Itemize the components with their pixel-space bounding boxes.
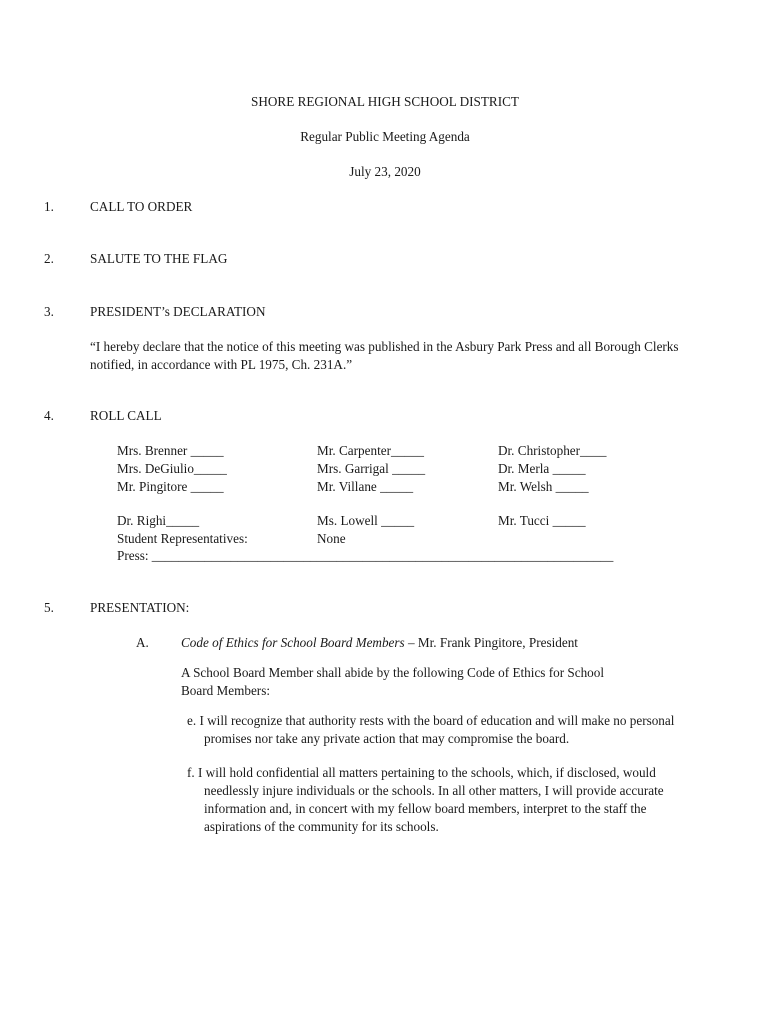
item-number-2: 2. <box>44 251 54 266</box>
roll-call-entry: Mrs. Garrigal _____ <box>317 461 426 476</box>
roll-call-entry: Mr. Villane _____ <box>317 479 414 494</box>
roll-call-entry: Dr. Merla _____ <box>498 461 586 476</box>
roll-call-entry: Mr. Welsh _____ <box>498 479 589 494</box>
item-number-5: 5. <box>44 600 54 615</box>
sub-item-presenter: – Mr. Frank Pingitore, President <box>404 635 578 650</box>
ethics-item-e-line-1: e. I will recognize that authority rests with the board of education and will make no personal <box>187 713 675 728</box>
declaration-text-line-1: “I hereby declare that the notice of this meeting was published in the Asbury Park Press and all Borough Clerks <box>90 339 679 354</box>
ethics-intro-line-2: Board Members: <box>181 683 270 698</box>
item-number-1: 1. <box>44 199 54 214</box>
sub-item-title: Code of Ethics for School Board Members <box>181 635 405 650</box>
ethics-item-f-line-4: aspirations of the community for its schools. <box>204 819 439 834</box>
meeting-date: July 23, 2020 <box>349 164 421 179</box>
roll-call-entry: Mrs. Brenner _____ <box>117 443 224 458</box>
ethics-item-e-line-2: promises nor take any private action that may compromise the board. <box>204 731 570 746</box>
roll-call-entry: Mr. Tucci _____ <box>498 513 586 528</box>
ethics-item-f-line-3: information and, in concert with my fellow board members, interpret to the staff the <box>204 801 647 816</box>
student-representatives-label: Student Representatives: <box>117 531 248 546</box>
item-number-3: 3. <box>44 304 54 319</box>
ethics-intro-line-1: A School Board Member shall abide by the following Code of Ethics for School <box>181 665 605 680</box>
item-heading-call-to-order: CALL TO ORDER <box>90 199 193 214</box>
sub-item-letter: A. <box>136 635 149 650</box>
sub-item-heading <box>181 634 578 652</box>
item-heading-declaration: PRESIDENT’s DECLARATION <box>90 304 266 319</box>
roll-call-entry: Dr. Christopher____ <box>498 443 607 458</box>
ethics-item-f-line-2: needlessly injure individuals or the schools. In all other matters, I will provide accurate <box>204 783 664 798</box>
item-heading-salute: SALUTE TO THE FLAG <box>90 251 228 266</box>
district-title: SHORE REGIONAL HIGH SCHOOL DISTRICT <box>251 94 519 109</box>
item-heading-roll-call: ROLL CALL <box>90 408 162 423</box>
item-number-4: 4. <box>44 408 54 423</box>
roll-call-entry: Mr. Pingitore _____ <box>117 479 224 494</box>
roll-call-entry: Mrs. DeGiulio_____ <box>117 461 227 476</box>
ethics-item-f-line-1: f. I will hold confidential all matters pertaining to the schools, which, if disclosed, would <box>187 765 656 780</box>
roll-call-entry: Ms. Lowell _____ <box>317 513 415 528</box>
meeting-title: Regular Public Meeting Agenda <box>300 129 470 144</box>
item-heading-presentation: PRESENTATION: <box>90 600 190 615</box>
declaration-text-line-2: notified, in accordance with PL 1975, Ch. 231A.” <box>90 357 353 372</box>
roll-call-entry: Dr. Righi_____ <box>117 513 200 528</box>
student-representatives-value: None <box>317 531 346 546</box>
roll-call-entry: Mr. Carpenter_____ <box>317 443 424 458</box>
press-line: Press: ______________________________________________________________________ <box>117 548 614 563</box>
